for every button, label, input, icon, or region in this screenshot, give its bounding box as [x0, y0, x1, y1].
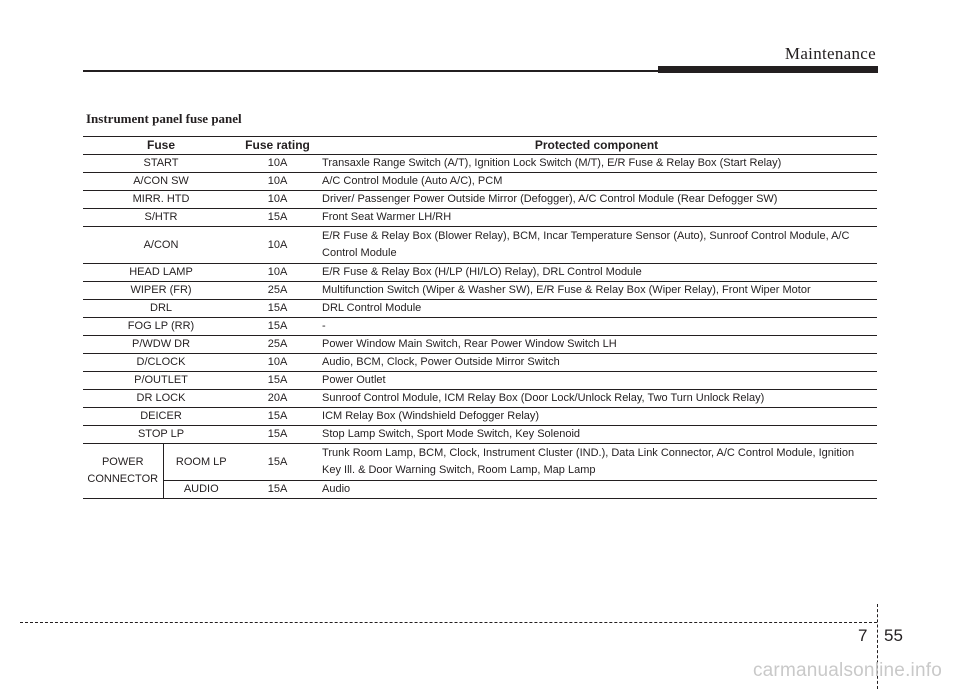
- fuse-name: HEAD LAMP: [83, 264, 239, 282]
- fuse-rating: 15A: [239, 318, 316, 336]
- fuse-name: S/HTR: [83, 209, 239, 227]
- fuse-name: MIRR. HTD: [83, 191, 239, 209]
- protected-component: Front Seat Warmer LH/RH: [316, 209, 877, 227]
- protected-component: Audio, BCM, Clock, Power Outside Mirror Switch: [316, 354, 877, 372]
- fuse-name: DEICER: [83, 408, 239, 426]
- table-row: [83, 191, 877, 209]
- table-row: [83, 264, 877, 282]
- header-bar: [658, 66, 878, 73]
- fuse-rating: 10A: [239, 227, 316, 264]
- fuse-name: ROOM LP: [163, 444, 239, 481]
- protected-component: ICM Relay Box (Windshield Defogger Relay): [316, 408, 877, 426]
- fuse-name: AUDIO: [163, 481, 239, 499]
- table-row: [83, 155, 877, 173]
- protected-component: Power Window Main Switch, Rear Power Window Switch LH: [316, 336, 877, 354]
- fuse-rating: 10A: [239, 155, 316, 173]
- table-row: [83, 336, 877, 354]
- fuse-name: D/CLOCK: [83, 354, 239, 372]
- fuse-name: STOP LP: [83, 426, 239, 444]
- column-header-component: Protected component: [316, 137, 877, 155]
- fuse-name: FOG LP (RR): [83, 318, 239, 336]
- column-header-rating: Fuse rating: [239, 137, 316, 155]
- fuse-rating: 15A: [239, 481, 316, 499]
- table-row: [83, 354, 877, 372]
- header-rule: [83, 70, 658, 72]
- table-row: [83, 481, 877, 499]
- fuse-name: DRL: [83, 300, 239, 318]
- table-row: [83, 173, 877, 191]
- protected-component: Sunroof Control Module, ICM Relay Box (Door Lock/Unlock Relay, Two Turn Unlock Relay): [316, 390, 877, 408]
- fuse-name: WIPER (FR): [83, 282, 239, 300]
- fuse-rating: 10A: [239, 264, 316, 282]
- fuse-rating: 25A: [239, 282, 316, 300]
- fuse-name: DR LOCK: [83, 390, 239, 408]
- table-row: [83, 227, 877, 264]
- fuse-name: START: [83, 155, 239, 173]
- fuse-rating: 25A: [239, 336, 316, 354]
- protected-component: A/C Control Module (Auto A/C), PCM: [316, 173, 877, 191]
- fuse-name: P/WDW DR: [83, 336, 239, 354]
- protected-component: Power Outlet: [316, 372, 877, 390]
- fuse-rating: 10A: [239, 191, 316, 209]
- table-row: [83, 282, 877, 300]
- table-row: [83, 372, 877, 390]
- column-header-fuse: Fuse: [83, 137, 239, 155]
- section-title: Maintenance: [784, 44, 876, 63]
- protected-component: DRL Control Module: [316, 300, 877, 318]
- fuse-name: A/CON SW: [83, 173, 239, 191]
- table-row: [83, 408, 877, 426]
- protected-component: Stop Lamp Switch, Sport Mode Switch, Key Solenoid: [316, 426, 877, 444]
- fuse-rating: 15A: [239, 408, 316, 426]
- table-row: [83, 318, 877, 336]
- fuse-table: [83, 136, 877, 499]
- fuse-rating: 10A: [239, 173, 316, 191]
- chapter-number: 7: [858, 626, 868, 645]
- table-row: [83, 390, 877, 408]
- fuse-table-body: [83, 155, 877, 499]
- fuse-rating: 20A: [239, 390, 316, 408]
- footer-rule: [20, 622, 877, 623]
- table-caption: Instrument panel fuse panel: [86, 111, 242, 126]
- protected-component: Multifunction Switch (Wiper & Washer SW), E/R Fuse & Relay Box (Wiper Relay), Front Wiper Motor: [316, 282, 877, 300]
- fuse-rating: 15A: [239, 300, 316, 318]
- fuse-name: A/CON: [83, 227, 239, 264]
- table-header-row: [83, 137, 877, 155]
- fuse-rating: 15A: [239, 426, 316, 444]
- protected-component: E/R Fuse & Relay Box (Blower Relay), BCM, Incar Temperature Sensor (Auto), Sunroof Control Module, A/C Control Module: [316, 227, 877, 264]
- table-row: [83, 444, 877, 481]
- protected-component: Audio: [316, 481, 877, 499]
- protected-component: Trunk Room Lamp, BCM, Clock, Instrument Cluster (IND.), Data Link Connector, A/C Control Module, Ignition Key Ill. & Door Warning Switch, Room Lamp, Map Lamp: [316, 444, 877, 481]
- protected-component: E/R Fuse & Relay Box (H/LP (HI/LO) Relay), DRL Control Module: [316, 264, 877, 282]
- protected-component: -: [316, 318, 877, 336]
- page-number: 55: [884, 626, 903, 645]
- watermark: carmanualsonline.info: [752, 660, 942, 681]
- table-row: [83, 426, 877, 444]
- fuse-rating: 10A: [239, 354, 316, 372]
- fuse-name: P/OUTLET: [83, 372, 239, 390]
- protected-component: Transaxle Range Switch (A/T), Ignition Lock Switch (M/T), E/R Fuse & Relay Box (Start Relay): [316, 155, 877, 173]
- protected-component: Driver/ Passenger Power Outside Mirror (Defogger), A/C Control Module (Rear Defogger SW): [316, 191, 877, 209]
- fuse-rating: 15A: [239, 372, 316, 390]
- fuse-rating: 15A: [239, 209, 316, 227]
- fuse-rating: 15A: [239, 444, 316, 481]
- power-connector-group: POWER CONNECTOR: [83, 444, 163, 499]
- table-row: [83, 209, 877, 227]
- table-row: [83, 300, 877, 318]
